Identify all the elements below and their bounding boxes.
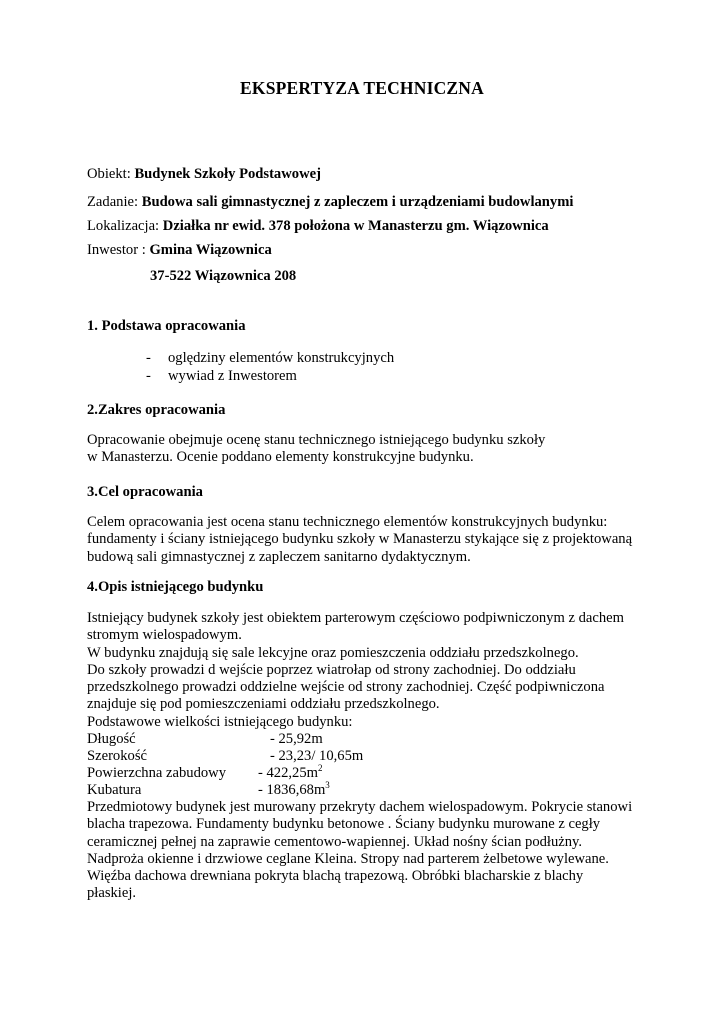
section1-item: [146, 350, 394, 367]
inwestor-label: Inwestor :: [87, 242, 146, 258]
paragraph-line: Więźba dachowa drewniana pokryta blachą trapezową. Obróbki blacharskie z blachy: [87, 868, 584, 885]
dim-kubatura-number: - 1836,68m: [258, 782, 326, 798]
inwestor-address: [150, 268, 296, 285]
paragraph-line: w Manasterzu. Ocenie poddano elementy konstrukcyjne budynku.: [87, 449, 474, 466]
section2-paragraph: [87, 432, 647, 467]
dim-kubatura-sup: 3: [325, 780, 330, 791]
document-title: EKSPERTYZA TECHNICZNA: [240, 78, 484, 98]
paragraph-line: fundamenty i ściany istniejącego budynku szkoły w Manasterzu stykające się z projektowaną: [87, 531, 633, 548]
inwestor-address-text: 37-522 Wiązownica 208: [150, 268, 297, 284]
paragraph-line: Do szkoły prowadzi d wejście poprzez wiatrołap od strony zachodniej. Do oddziału: [87, 661, 576, 678]
dim-szerokosc-label: Szerokość: [87, 748, 147, 764]
section1-item-text: wywiad z Inwestorem: [168, 368, 297, 384]
obiekt-line: [87, 166, 321, 183]
inwestor-value: Gmina Wiązownica: [149, 242, 272, 258]
section1-heading: [87, 318, 246, 335]
dim-powierzchnia-sup: 2: [318, 763, 323, 774]
paragraph-line: budową sali gimnastycznej z zapleczem sanitarno dydaktycznym.: [87, 548, 471, 565]
paragraph-line: przedszkolnego prowadzi oddzielne wejście od strony zachodniej. Część podpiwniczona: [87, 679, 605, 696]
paragraph-line: Celem opracowania jest ocena stanu technicznego elementów konstrukcyjnych budynku:: [87, 514, 608, 530]
lokalizacja-line: [87, 218, 549, 235]
paragraph-line: płaskiej.: [87, 885, 137, 902]
section4-heading: [87, 579, 263, 596]
section4-paragraph-a: [87, 610, 647, 731]
paragraph-line: stromym wielospadowym.: [87, 627, 242, 644]
paragraph-line: Istniejący budynek szkoły jest obiektem parterowym częściowo podpiwniczonym z dachem: [87, 610, 624, 626]
paragraph-line: W budynku znajdują się sale lekcyjne oraz pomieszczenia oddziału przedszkolnego.: [87, 644, 579, 661]
bullet-dash: -: [146, 368, 151, 384]
paragraph-line: Przedmiotowy budynek jest murowany przekryty dachem wielospadowym. Pokrycie stanowi: [87, 799, 633, 815]
dim-powierzchnia-number: - 422,25m: [258, 765, 318, 781]
paragraph-line: Podstawowe wielkości istniejącego budynku:: [87, 713, 353, 730]
section1-item-text: oględziny elementów konstrukcyjnych: [168, 350, 395, 366]
inwestor-line: [87, 242, 272, 259]
paragraph-line: Nadproża okienne i drzwiowe ceglane Kleina. Stropy nad parterem żelbetowe wylewane.: [87, 850, 609, 867]
zadanie-value: Budowa sali gimnastycznej z zapleczem i urządzeniami budowlanymi: [141, 194, 574, 210]
section4-heading-text: 4.Opis istniejącego budynku: [87, 579, 264, 595]
paragraph-line: znajduje się pod pomieszczeniami oddziału przedszkolnego.: [87, 696, 440, 713]
section3-heading: [87, 484, 203, 501]
section3-paragraph: [87, 514, 647, 566]
dim-szerokosc-value: - 23,23/ 10,65m: [270, 748, 364, 764]
section2-heading-text: 2.Zakres opracowania: [87, 402, 226, 418]
section4-paragraph-b: [87, 799, 647, 903]
lokalizacja-value: Działka nr ewid. 378 położona w Manasterzu gm. Wiązownica: [162, 218, 549, 234]
bullet-dash: -: [146, 350, 151, 366]
obiekt-label: Obiekt:: [87, 166, 131, 182]
section1-heading-text: 1. Podstawa opracowania: [87, 318, 246, 334]
dim-dlugosc-label: Długość: [87, 731, 136, 747]
zadanie-label: Zadanie:: [87, 194, 139, 210]
dim-dlugosc-value: - 25,92m: [270, 731, 323, 747]
paragraph-line: blacha trapezowa. Fundamenty budynku betonowe . Ściany budynku murowane z cegły: [87, 816, 601, 833]
paragraph-line: ceramicznej pełnej na zaprawie cementowo-wapiennej. Układ nośny ścian podłużny.: [87, 833, 583, 850]
lokalizacja-label: Lokalizacja:: [87, 218, 160, 234]
dim-kubatura-label: Kubatura: [87, 782, 142, 798]
dim-kubatura-value: [258, 782, 330, 799]
dim-powierzchnia-label: Powierzchna zabudowy: [87, 765, 226, 781]
paragraph-line: Opracowanie obejmuje ocenę stanu technicznego istniejącego budynku szkoły: [87, 432, 546, 448]
section3-heading-text: 3.Cel opracowania: [87, 484, 203, 500]
section1-item: [146, 368, 297, 385]
obiekt-value: Budynek Szkoły Podstawowej: [134, 166, 321, 182]
zadanie-line: [87, 194, 573, 211]
dim-powierzchnia-value: [258, 765, 323, 782]
section2-heading: [87, 402, 225, 419]
